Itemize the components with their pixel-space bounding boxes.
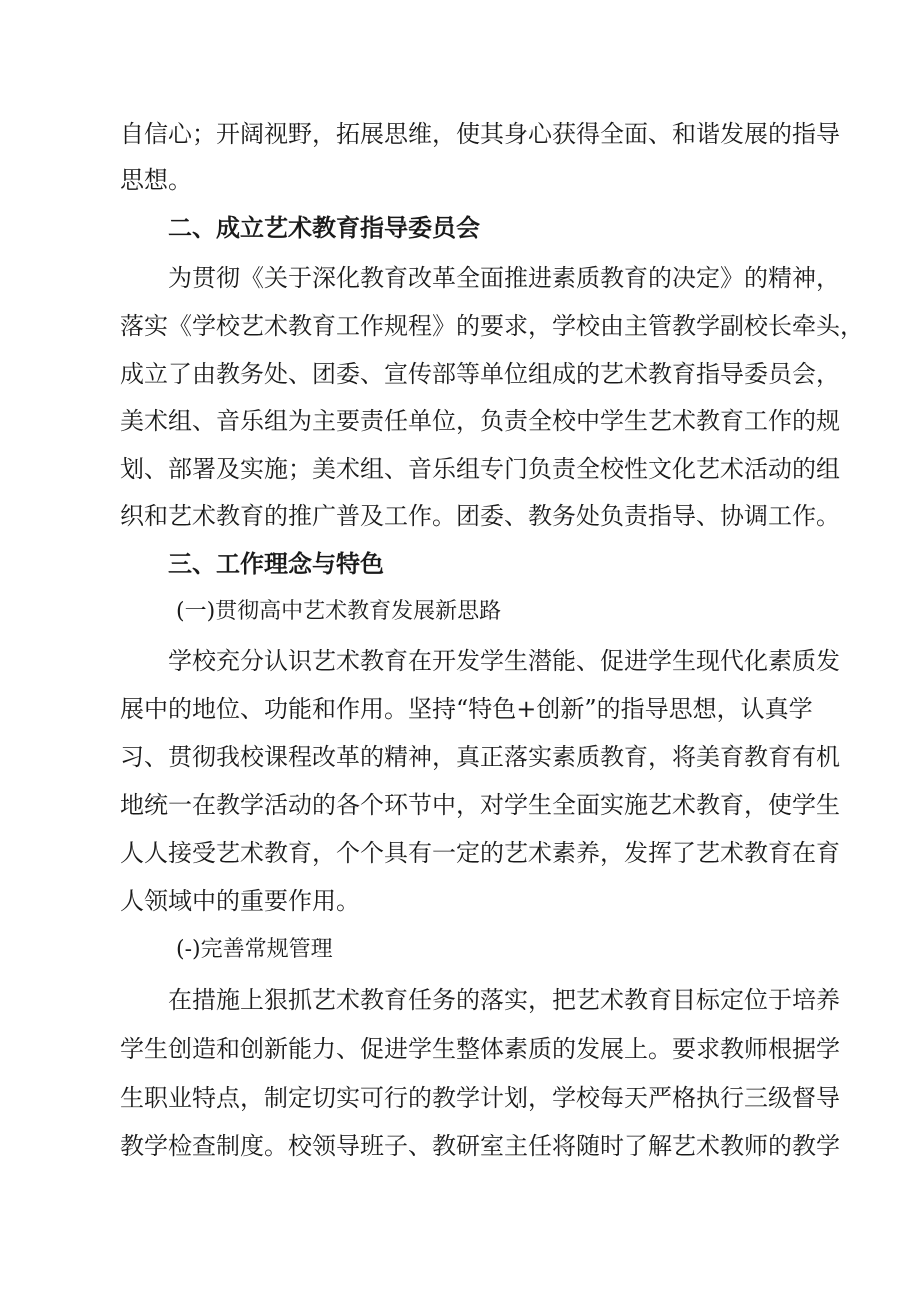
body-line: 教学检查制度。校领导班子、教研室主任将随时了解艺术教师的教学 bbox=[120, 1132, 840, 1160]
body-line: 思想。 bbox=[120, 166, 192, 194]
body-line: 地统一在教学活动的各个环节中，对学生全面实施艺术教育，使学生 bbox=[120, 791, 840, 819]
body-line: 织和艺术教育的推广普及工作。团委、教务处负责指导、协调工作。 bbox=[120, 502, 840, 530]
body-line: 自信心；开阔视野，拓展思维，使其身心获得全面、和谐发展的指导 bbox=[120, 120, 840, 148]
body-line: 生职业特点，制定切实可行的教学计划，学校每天严格执行三级督导 bbox=[120, 1084, 840, 1112]
body-line: 学生创造和创新能力、促进学生整体素质的发展上。要求教师根据学 bbox=[120, 1035, 840, 1063]
body-line: 成立了由教务处、团委、宣传部等单位组成的艺术教育指导委员会， bbox=[120, 360, 840, 388]
section-heading: 三、工作理念与特色 bbox=[168, 550, 384, 578]
body-line: 学校充分认识艺术教育在开发学生潜能、促进学生现代化素质发 bbox=[168, 647, 840, 675]
subsection-heading: (-)完善常规管理 bbox=[176, 937, 333, 962]
body-line: 在措施上狠抓艺术教育任务的落实，把艺术教育目标定位于培养 bbox=[168, 986, 840, 1014]
subsection-heading: (一)贯彻高中艺术教育发展新思路 bbox=[176, 599, 502, 624]
section-heading: 二、成立艺术教育指导委员会 bbox=[168, 214, 480, 242]
body-line: 人人接受艺术教育，个个具有一定的艺术素养，发挥了艺术教育在育 bbox=[120, 839, 840, 867]
body-line: 划、部署及实施；美术组、音乐组专门负责全校性文化艺术活动的组 bbox=[120, 455, 840, 483]
body-line: 展中的地位、功能和作用。坚持“特色+创新”的指导思想，认真学 bbox=[120, 695, 813, 723]
body-line: 人领域中的重要作用。 bbox=[120, 887, 360, 915]
body-line: 美术组、音乐组为主要责任单位，负责全校中学生艺术教育工作的规 bbox=[120, 407, 840, 435]
body-line: 为贯彻《关于深化教育改革全面推进素质教育的决定》的精神， bbox=[168, 264, 840, 292]
body-line: 习、贯彻我校课程改革的精神，真正落实素质教育，将美育教育有机 bbox=[120, 743, 840, 771]
body-line: 落实《学校艺术教育工作规程》的要求，学校由主管教学副校长牵头， bbox=[120, 312, 864, 340]
